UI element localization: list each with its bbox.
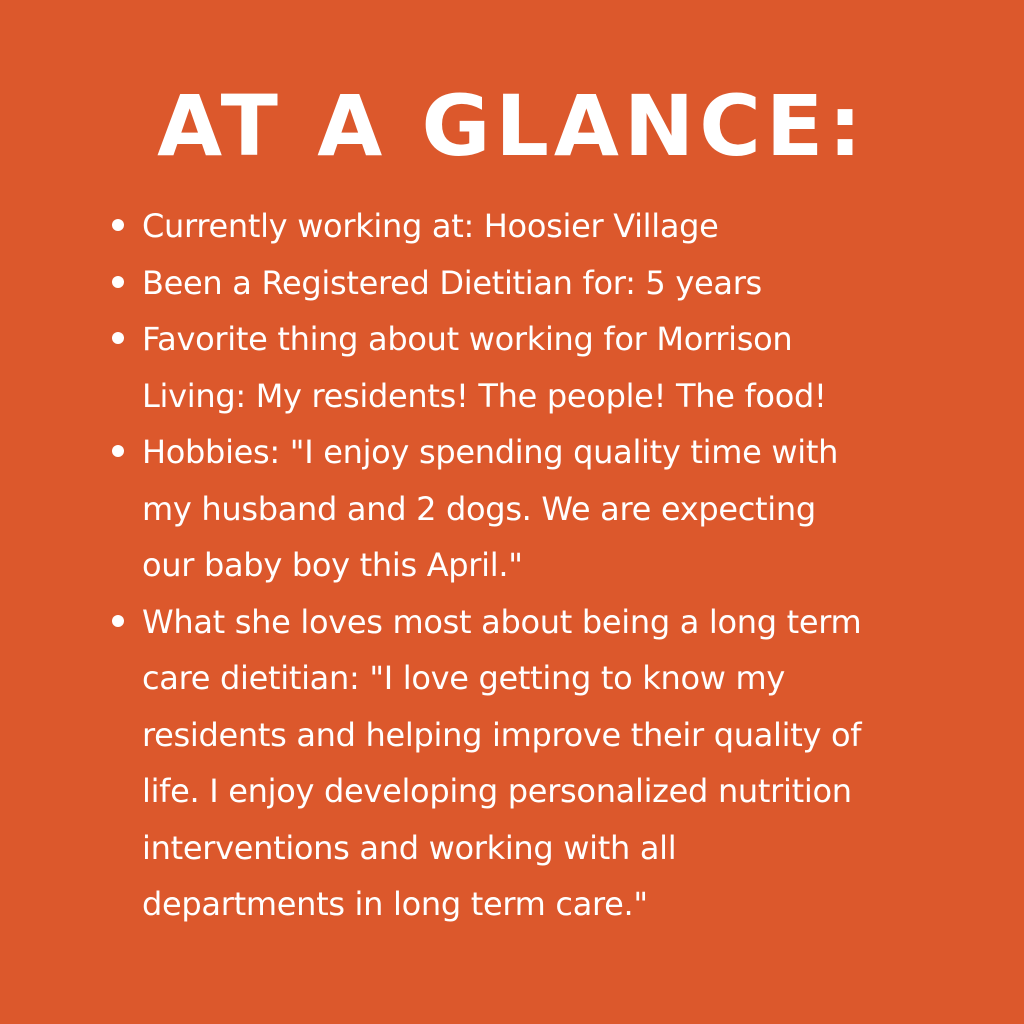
fact-what-she-loves: [108, 594, 928, 933]
fact-years-as-dietitian: [108, 255, 928, 312]
fact-line: departments in long term care.": [142, 885, 648, 923]
fact-line: Currently working at: Hoosier Village: [142, 207, 719, 245]
fact-line: interventions and working with all: [142, 828, 677, 867]
bullet-dot-icon: [112, 445, 124, 457]
fact-line: Favorite thing about working for Morrison: [142, 320, 793, 358]
fact-current-workplace: [108, 198, 928, 255]
fact-line: life. I enjoy developing personalized nutrition: [142, 772, 852, 810]
fact-favorite-thing: [108, 311, 928, 424]
bullet-dot-icon: [112, 615, 124, 627]
fact-line: Living: My residents! The people! The food!: [142, 376, 827, 415]
fact-line: Hobbies: "I enjoy spending quality time with: [142, 433, 839, 471]
bullet-dot-icon: [112, 332, 124, 344]
facts-list: [108, 198, 928, 933]
fact-line: What she loves most about being a long term: [142, 602, 862, 641]
bullet-dot-icon: [112, 276, 124, 288]
fact-line: our baby boy this April.": [142, 546, 523, 584]
fact-line: Been a Registered Dietitian for: 5 years: [142, 263, 762, 302]
bullet-dot-icon: [112, 219, 124, 231]
fact-line: residents and helping improve their quality of: [142, 715, 862, 754]
fact-line: my husband and 2 dogs. We are expecting: [142, 489, 816, 528]
fact-hobbies: [108, 424, 928, 594]
fact-line: care dietitian: "I love getting to know my: [142, 659, 786, 697]
title-heading: AT A GLANCE:: [157, 77, 867, 175]
